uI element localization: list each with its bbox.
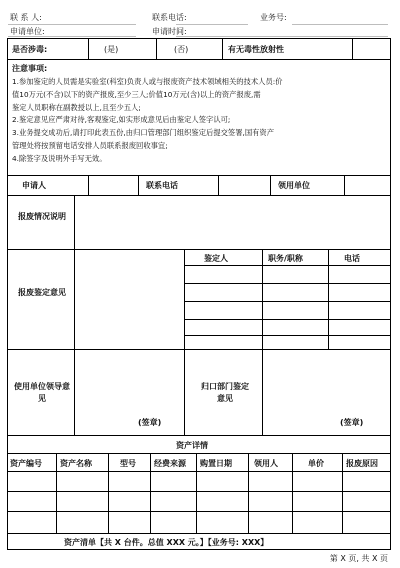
notice-line: 管理处将按预留电话安排人员联系报废回收事宜;	[12, 140, 168, 150]
scrap-situation-label: 报废情况说明	[18, 212, 66, 221]
title-header: 职务/职称	[268, 254, 303, 263]
form-table	[7, 38, 391, 550]
user-unit-label: 领用单位	[278, 181, 310, 190]
form-header	[8, 10, 392, 34]
header-underline	[8, 36, 136, 37]
col-purchase-date: 购置日期	[200, 459, 232, 468]
asset-details-title: 资产详情	[176, 441, 208, 450]
applicant-unit-label: 申请单位:	[10, 27, 45, 36]
user-unit-leader-label: 使用单位领导意见	[14, 382, 70, 403]
contact-phone-label: 联系电话:	[152, 13, 187, 22]
col-asset-no: 资产编号	[10, 459, 42, 468]
notice-line: 2.鉴定意见应严肃对待,客观鉴定,如实形成意见后由鉴定人签字认可;	[12, 115, 231, 125]
toxic-no-option[interactable]: (否)	[174, 45, 189, 54]
col-unit-price: 单价	[308, 459, 324, 468]
page-footer: 第 X 页, 共 X 页	[329, 554, 388, 563]
appraiser-header: 鉴定人	[204, 254, 228, 263]
sign-left: (签章)	[138, 418, 162, 427]
col-scrap-reason: 报废原因	[346, 459, 378, 468]
notice-title: 注意事项:	[12, 64, 48, 73]
contact-person-label: 联 系 人:	[10, 13, 42, 22]
col-user: 领用人	[254, 459, 278, 468]
header-underline	[8, 24, 136, 25]
notice-line: 鉴定人员职称在副教授以上,且至少五人;	[12, 102, 141, 112]
asset-summary: 资产清单【共 X 台件。总值 XXX 元。】【业务号: XXX】	[64, 538, 269, 547]
apply-time-label: 申请时间:	[152, 27, 187, 36]
toxic-yes-option[interactable]: (是)	[104, 45, 119, 54]
sign-right: (签章)	[340, 418, 364, 427]
phone-header: 电话	[344, 254, 360, 263]
appraisal-label: 报废鉴定意见	[18, 288, 66, 297]
notice-line: 4.除签字及说明外手写无效。	[12, 153, 107, 163]
business-no-label: 业务号:	[260, 13, 287, 22]
notice-line: 3.业务提交成功后,请打印此表五份,由归口管理部门组织鉴定后提交签署,国有资产	[12, 128, 275, 138]
central-dept-label: 归口部门鉴定意见	[201, 382, 249, 403]
header-underline	[292, 24, 388, 25]
notice-line: 值10万元(不含)以下的资产报废,至少三人;价值10万元(含)以上的资产报废,需	[12, 89, 261, 99]
col-asset-name: 资产名称	[60, 459, 92, 468]
header-underline	[176, 36, 388, 37]
toxic-question-label: 是否涉毒:	[12, 45, 48, 54]
notice-line: 1.参加鉴定的人员需是实验室(科室)负责人或与报废资产技术领域相关的技术人员:价	[12, 77, 283, 86]
radioactive-label: 有无毒性放射性	[228, 45, 284, 54]
col-model: 型号	[120, 459, 136, 468]
col-funding-source: 经费来源	[154, 459, 186, 468]
applicant-phone-label: 联系电话	[146, 181, 178, 190]
applicant-label: 申请人	[22, 181, 46, 190]
notice-list	[12, 76, 388, 166]
header-underline	[176, 24, 248, 25]
